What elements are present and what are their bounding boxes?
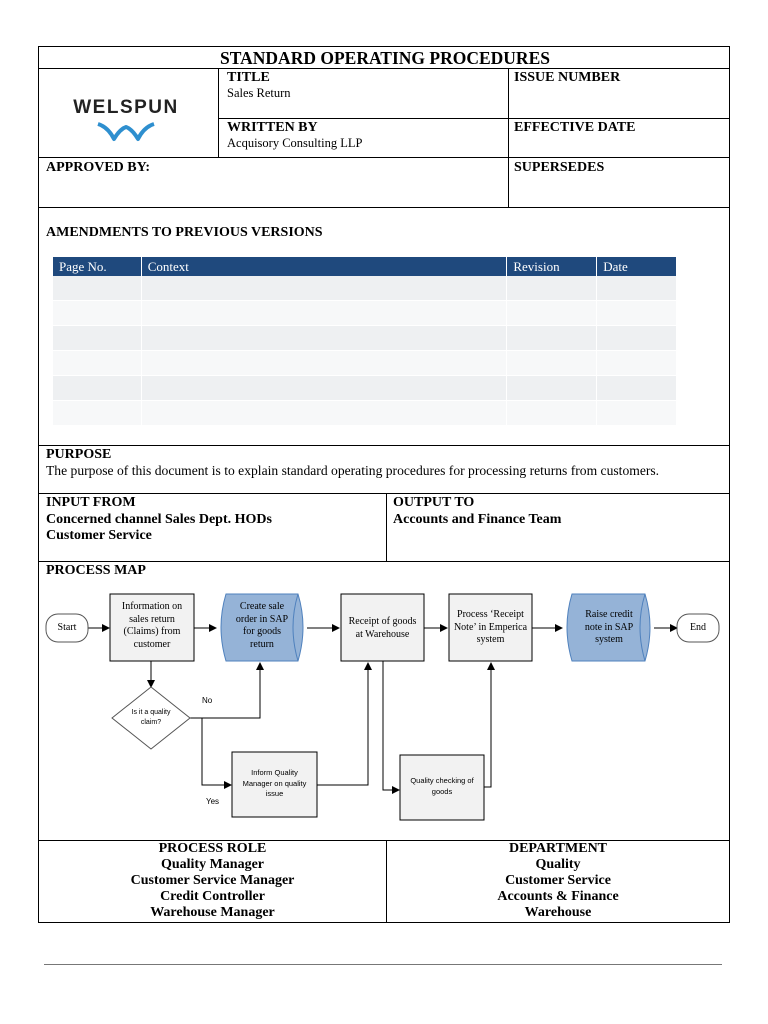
approved-by-label: APPROVED BY: [46,160,151,175]
input-from-line-2: Customer Service [46,528,152,543]
amendments-heading: AMENDMENTS TO PREVIOUS VERSIONS [46,225,323,240]
connector-quality-step4 [484,663,491,787]
issue-number-label: ISSUE NUMBER [514,70,621,85]
role-item: Customer Service Manager [130,873,295,888]
column-header-date: Date [597,257,677,276]
step3-text: Receipt of goods at Warehouse [348,616,417,640]
supersedes-label: SUPERSEDES [514,160,605,175]
step1-text: Information on sales return (Claims) from customer [121,601,183,650]
column-header-page-no: Page No. [53,257,141,276]
department-item: Customer Service [505,873,611,888]
purpose-label: PURPOSE [46,447,112,462]
connector-decision-yes [202,718,231,785]
sop-title: STANDARD OPERATING PROCEDURES [220,48,550,68]
process-role-cell [38,840,387,923]
title-value: Sales Return [227,86,291,100]
output-to-line-1: Accounts and Finance Team [393,512,562,527]
welspun-logo-text: WELSPUN [73,97,179,118]
written-by-value: Acquisory Consulting LLP [227,136,363,150]
process-map-label: PROCESS MAP [46,563,146,578]
end-label: End [689,622,707,633]
process-role-list [39,841,386,921]
connector-decision-no [190,663,260,718]
footer-rule [44,964,722,965]
process-role-label: PROCESS ROLE [158,841,267,856]
connector-inform-step3 [317,663,368,785]
decision-no-label: No [202,696,213,705]
decision-text: Is it a quality claim? [131,709,171,726]
connector-step3-quality [383,661,399,790]
written-by-label: WRITTEN BY [227,120,318,135]
input-from-label: INPUT FROM [46,495,136,510]
role-item: Quality Manager [160,857,265,872]
decision-yes-label: Yes [206,797,220,806]
step5-text: Raise credit note in SAP system [584,609,634,645]
quality-check-text: Quality checking of goods [410,776,474,796]
step4-text: Process ‘Receipt Note’ in Emperica system [453,609,528,645]
inform-text: Inform Quality Manager on quality issue [242,768,307,798]
department-label: DEPARTMENT [508,841,608,856]
role-item: Warehouse Manager [150,905,275,920]
effective-date-label: EFFECTIVE DATE [514,120,636,135]
output-to-label: OUTPUT TO [393,495,475,510]
department-item: Quality [535,857,581,872]
title-label: TITLE [227,70,270,85]
department-cell [386,840,730,923]
input-from-line-1: Concerned channel Sales Dept. HODs [46,512,272,527]
purpose-text: The purpose of this document is to explain standard operating procedures for processing returns from customers. [46,463,660,478]
department-item: Warehouse [524,905,592,920]
step2-text: Create sale order in SAP for goods return [235,601,289,650]
column-header-context: Context [141,257,507,276]
department-item: Accounts & Finance [497,889,619,904]
department-list [387,841,729,921]
column-header-revision: Revision [507,257,597,276]
role-item: Credit Controller [160,889,265,904]
start-label: Start [57,622,77,633]
